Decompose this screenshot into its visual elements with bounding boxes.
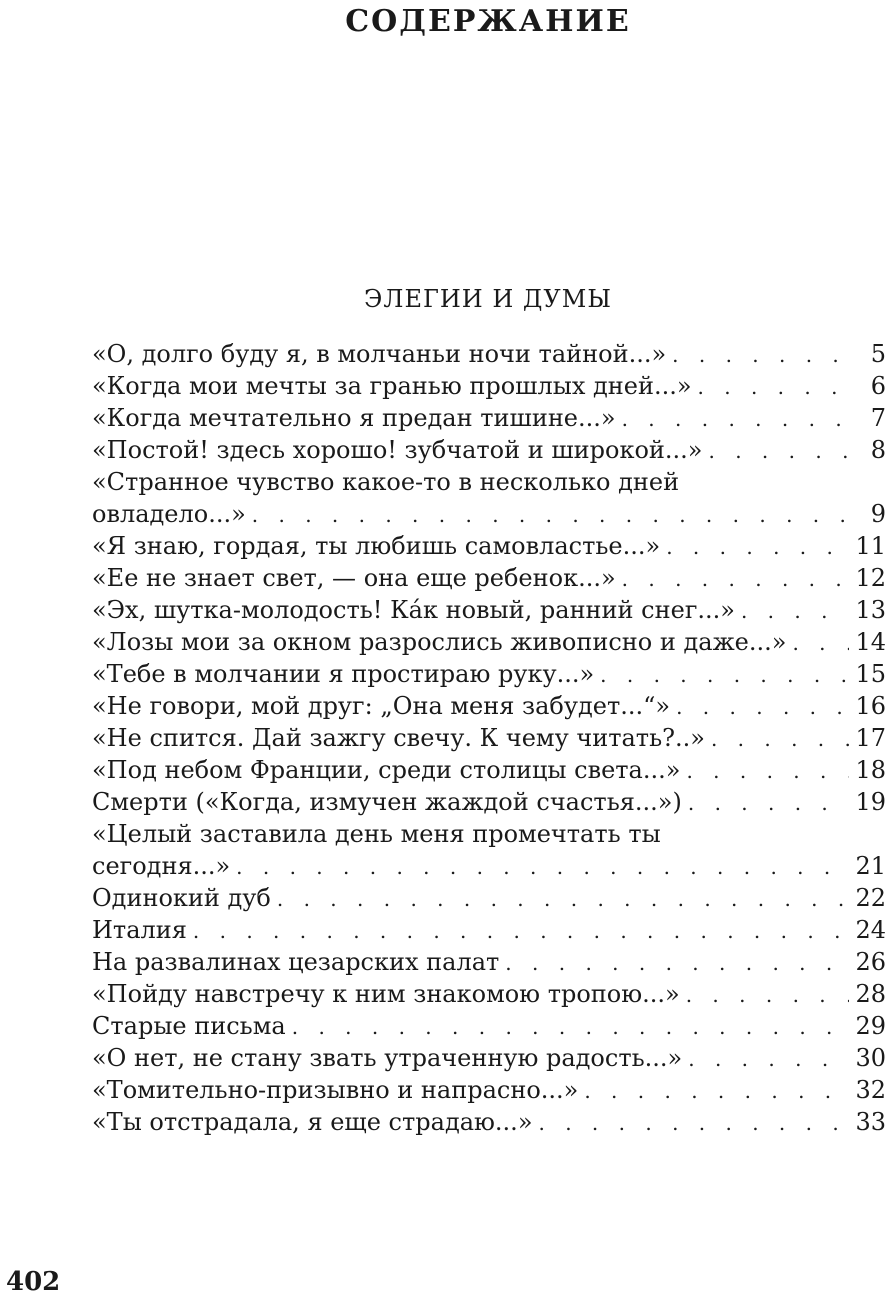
toc-entry-title: «Когда мои мечты за гранью прошлых дней...»: [92, 372, 692, 400]
toc-entry: [92, 434, 886, 466]
toc-entry: [92, 594, 886, 626]
toc-entry: [92, 786, 886, 818]
toc-entry-page: 32: [855, 1076, 886, 1104]
toc-entry-page: 29: [855, 1012, 886, 1040]
leader-dots: [672, 339, 856, 371]
toc-entry-page: 22: [855, 884, 886, 912]
leader-dots: [688, 1043, 849, 1075]
toc-entry-page: 16: [855, 692, 886, 720]
leader-dots: [688, 787, 850, 819]
toc-entry: [92, 882, 886, 914]
toc-entry: [92, 338, 886, 370]
toc-entry-page: 28: [855, 980, 886, 1008]
toc-entry-title: Старые письма: [92, 1012, 286, 1040]
toc-entry-title: «О нет, не стану звать утраченную радость...»: [92, 1044, 683, 1072]
leader-dots: [686, 979, 850, 1011]
toc-entry: [92, 914, 886, 946]
leader-dots: [698, 371, 856, 403]
toc-entry-page: 7: [870, 404, 886, 432]
toc-entry: [92, 978, 886, 1010]
leader-dots: [709, 435, 857, 467]
toc-entry-page: 30: [855, 1044, 886, 1072]
toc-entry-title: Одинокий дуб: [92, 884, 271, 912]
toc-entry: [92, 1042, 886, 1074]
toc-entry: [92, 402, 886, 434]
leader-dots: [584, 1075, 849, 1107]
toc-entry-title: «Не спится. Дай зажгу свечу. К чему читать?..»: [92, 724, 705, 752]
toc-entry-page: 17: [855, 724, 886, 752]
toc-entry-page: 13: [855, 596, 886, 624]
toc-entry-page: 33: [855, 1108, 886, 1136]
toc-entry-title: «Не говори, мой друг: „Она меня забудет...“»: [92, 692, 671, 720]
toc-entry-page: 6: [870, 372, 886, 400]
toc-entry-page: 14: [855, 628, 886, 656]
toc-entry-page: 19: [855, 788, 886, 816]
toc-entry: [92, 1106, 886, 1138]
toc-entry-page: 8: [870, 436, 886, 464]
toc-entry: [92, 722, 886, 754]
page-title: СОДЕРЖАНИЕ: [345, 4, 631, 39]
leader-dots: [622, 403, 856, 435]
leader-dots: [622, 563, 850, 595]
toc-entry-title: «О, долго буду я, в молчаньи ночи тайной...»: [92, 340, 667, 368]
leader-dots: [236, 851, 849, 883]
toc-entry-title-continuation: овладело...»: [92, 500, 246, 528]
toc-entry-title: «Под небом Франции, среди столицы света...»: [92, 756, 681, 784]
toc-entry: [92, 466, 886, 530]
toc-entry-title: «Лозы мои за окном разрослись живописно и даже...»: [92, 628, 787, 656]
leader-dots: [193, 915, 850, 947]
toc-entry-title: «Странное чувство какое-то в несколько дней: [92, 468, 680, 496]
leader-dots: [686, 755, 849, 787]
leader-dots: [711, 723, 850, 755]
toc-entry-page: 24: [855, 916, 886, 944]
toc-entry: [92, 626, 886, 658]
leader-dots: [666, 531, 849, 563]
toc-entry: [92, 946, 886, 978]
toc-entry: [92, 530, 886, 562]
toc-entry-title: «Ее не знает свет, — она еще ребенок...»: [92, 564, 616, 592]
toc-entry: [92, 754, 886, 786]
toc-entry-page: 15: [855, 660, 886, 688]
leader-dots: [505, 947, 849, 979]
toc-entry-page: 12: [855, 564, 886, 592]
leader-dots: [600, 659, 849, 691]
toc-entry-title: «Постой! здесь хорошо! зубчатой и широкой...»: [92, 436, 703, 464]
toc-entry-title: Италия: [92, 916, 187, 944]
toc-entry: [92, 690, 886, 722]
leader-dots: [539, 1107, 850, 1139]
toc-entry: [92, 562, 886, 594]
toc-entry: [92, 1074, 886, 1106]
toc-entry: [92, 818, 886, 882]
toc-entry-title: «Ты отстрадала, я еще страдаю...»: [92, 1108, 533, 1136]
leader-dots: [676, 691, 849, 723]
toc-entry-title: «Пойду навстречу к ним знакомою тропою...»: [92, 980, 680, 1008]
toc-entry-page: 11: [855, 532, 886, 560]
toc-entry: [92, 658, 886, 690]
toc-entry-page: 5: [870, 340, 886, 368]
toc-entry-title: На развалинах цезарских палат: [92, 948, 500, 976]
toc-entry-title-continuation: сегодня...»: [92, 852, 231, 880]
toc-entry-page: 9: [870, 500, 886, 528]
toc-entry-page: 21: [855, 852, 886, 880]
toc-entry-title: «Я знаю, гордая, ты любишь самовластье...»: [92, 532, 661, 560]
toc-entry-title: «Томительно-призывно и напрасно...»: [92, 1076, 579, 1104]
toc-entry-title: «Тебе в молчании я простираю руку...»: [92, 660, 595, 688]
section-heading: ЭЛЕГИИ И ДУМЫ: [364, 285, 612, 313]
leader-dots: [252, 499, 856, 531]
toc-entry: [92, 370, 886, 402]
table-of-contents: [92, 338, 886, 1138]
toc-entry-page: 26: [855, 948, 886, 976]
page-number: 402: [6, 1267, 61, 1297]
toc-entry-title: «Когда мечтательно я предан тишине...»: [92, 404, 616, 432]
toc-entry-title: «Целый заставила день меня промечтать ты: [92, 820, 661, 848]
toc-entry-page: 18: [855, 756, 886, 784]
leader-dots: [741, 595, 849, 627]
toc-entry: [92, 1010, 886, 1042]
leader-dots: [792, 627, 849, 659]
leader-dots: [277, 883, 850, 915]
leader-dots: [292, 1011, 850, 1043]
toc-entry-title: «Эх, шутка-молодость! Ка́к новый, ранний снег...»: [92, 596, 735, 624]
toc-entry-title: Смерти («Когда, измучен жаждой счастья...»): [92, 788, 682, 816]
